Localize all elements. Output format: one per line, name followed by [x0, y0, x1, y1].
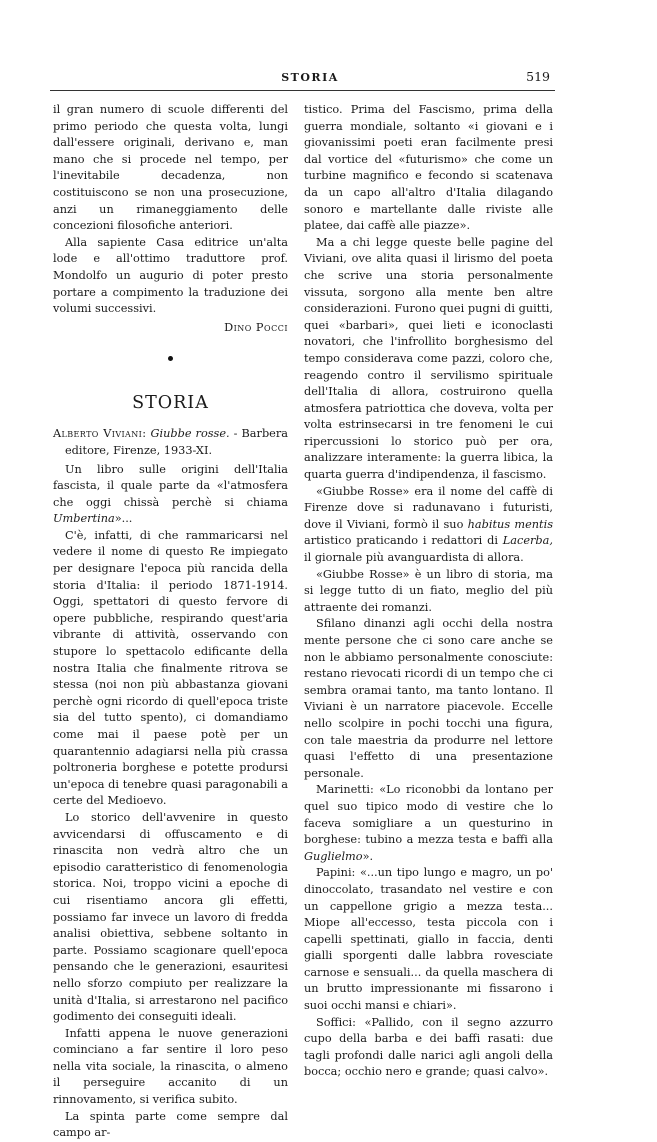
paragraph-11: Papini: «...un tipo lungo e magro, un po' dinoccolato, trasandato nel vestire e con un cappellone grigio a mezza testa... Miope all'eccesso, testa piccola con i capelli spettinati, giallo in faccia, denti gialli sporgenti dalle labbra rovesciate carnose e sensuali... da quella maschera di un brutto impressionante mi fissarono i suoi occhi mansi e chiari».: [304, 866, 553, 1013]
paragraph-7: [304, 484, 553, 567]
paragraph-5-continuation: tistico. Prima del Fascismo, prima della guerra mondiale, soltanto «i giovani e i giovanissimi poeti eran facilmente presi dal vortice del «futurismo» che come un turbine magnifico e fecondo si scatenava da un capo all'altro d'Italia dilagando sonoro e martellante dalle riviste alle platee, dai caffè alle piazze».: [304, 103, 553, 233]
paragraph-10-end: ».: [362, 849, 374, 863]
paragraph-praise: Alla sapiente Casa editrice un'alta lode e all'ottimo traduttore prof. Mondolfo un augurio di poter presto portare a compimento la traduzione dei volumi successivi.: [53, 235, 288, 316]
book-entry: [53, 426, 288, 459]
section-separator: [53, 350, 288, 376]
book-author: Alberto Viviani:: [53, 427, 147, 441]
paragraph-10-text: Marinetti: «Lo riconobbi da lontano per quel suo tipico modo di vestire che lo faceva somigliare a un questurino in borghese: tubino a mezza testa e baffi alla: [304, 783, 553, 847]
header-rule: [50, 90, 555, 91]
running-title: STORIA: [281, 71, 339, 84]
paragraph-10: [304, 782, 553, 865]
paragraph-1-text: Un libro sulle origini dell'Italia fascista, il quale parte da «l'atmosfera che oggi chissà perchè si chiama: [53, 462, 288, 509]
paragraph-5-start: La spinta parte come sempre dal campo ar-: [53, 1109, 288, 1140]
paragraph-1-italic: Umbertina: [53, 512, 115, 526]
review-signature: Dino Pocci: [224, 320, 288, 334]
page-number: 519: [526, 69, 550, 84]
paragraph-2: C'è, infatti, di che rammaricarsi nel vedere il nome di questo Re impiegato per designare l'epoca più rancida della storia d'Italia: il periodo 1871-1914. Oggi, spettatori di questo fervore di opere pubbliche, respirando quest'aria vibrante di attività, osservando con stupore lo spettacolo edificante della nostra Italia che finalmente ritrova se stessa (noi non più abbastanza giovani perchè ogni ricordo di quell'epoca triste sia del tutto spento), ci domandiamo come mai il paese potè per un quarantennio adagiarsi nella più crassa poltroneria borghese e potette prodursi un'epoca di tenebre quasi paragonabili a certe del Medioevo.: [53, 528, 288, 808]
paragraph-7-italic-1: habitus mentis: [467, 517, 554, 531]
paragraph-10-italic: Guglielmo: [304, 849, 363, 863]
paragraph-continuation: il gran numero di scuole differenti del primo periodo che questa volta, lungi dall'essere originali, derivano e, man mano che si procede nel tempo, per l'inevitabile decadenza, non costituiscono se non una prosecuzione, anzi un rimaneggiamento delle concezioni filosofiche anteriori.: [53, 103, 288, 233]
paragraph-9: Sfilano dinanzi agli occhi della nostra mente persone che ci sono care anche se non le abbiamo personalmente conosciute: restano rievocati ricordi di un tempo che ci sembra oramai tanto, ma tanto lontano. Il Viviani è un narratore piacevole. Eccelle nello scolpire in pochi tocchi una figura, con tale maestria da produrre nel lettore quasi l'effetto di una presentazione personale.: [304, 617, 553, 780]
paragraph-4: Infatti appena le nuove generazioni cominciano a far sentire il loro peso nella vita sociale, la rinascita, o almeno il perseguire accanito di un rinnovamento, si verifica subito.: [53, 1026, 288, 1107]
bullet-dot: [168, 356, 173, 361]
paragraph-12: Soffici: «Pallido, con il segno azzurro cupo della barba e dei baffi rasati: due tagli profondi dalle narici agli angoli della bocca; occhio nero e grande; quasi calvo».: [304, 1015, 553, 1079]
paragraph-7-text: «Giubbe Rosse» era il nome del caffè di Firenze dove si radunavano i futuristi, dove il Viviani, formò il suo: [304, 484, 553, 531]
paragraph-3: Lo storico dell'avvenire in questo avvicendarsi di offuscamento e di rinascita non vedrà altro che un episodio caratteristico di fenomenologia storica. Noi, troppo vicini a epoche di cui risentiamo ancora gli effetti, possiamo far invece un lavoro di fredda analisi obiettiva, sebbene soltanto in parte. Possiamo scagionare quell'epoca pensando che le generazioni, esauritesi nello sforzo compiuto per realizzare la unità d'Italia, si arrestarono nel pacifico godimento dei conseguiti ideali.: [53, 810, 288, 1024]
paragraph-7-text-2: artistico praticando i redattori di: [304, 534, 503, 548]
book-publisher: - Barbera editore, Firenze, 1933-XI.: [65, 427, 288, 457]
book-title: Giubbe rosse.: [150, 427, 230, 441]
paragraph-1: [53, 462, 288, 528]
paragraph-8: «Giubbe Rosse» è un libro di storia, ma si legge tutto di un fiato, meglio del più attraente dei romanzi.: [304, 567, 553, 614]
section-title: STORIA: [132, 393, 209, 414]
paragraph-7-italic-2: Lacerba,: [502, 534, 553, 548]
right-column: [304, 102, 553, 1081]
paragraph-6: Ma a chi legge queste belle pagine del Viviani, ove alita quasi il lirismo del poeta che scrive una storia personalmente vissuta, sorgono alla mente ben altre considerazioni. Furono quei pugni di guitti, quei «barbari», quei lieti e iconoclasti novatori, che l'infrollito borghesismo del tempo considerava come pazzi, coloro che, reagendo contro il servilismo spirituale dell'Italia di allora, costruirono quella atmosfera patriottica che doveva, volta per volta estrinsecarsi in tre fenomeni le cui ripercussioni lo storico può per ora, analizzare interamente: la guerra libica, la quarta guerra d'indipendenza, il fascismo.: [304, 235, 553, 482]
paragraph-1-end: »...: [114, 512, 133, 526]
left-column: [53, 102, 288, 1142]
paragraph-7-text-3: il giornale più avanguardista di allora.: [304, 551, 524, 565]
